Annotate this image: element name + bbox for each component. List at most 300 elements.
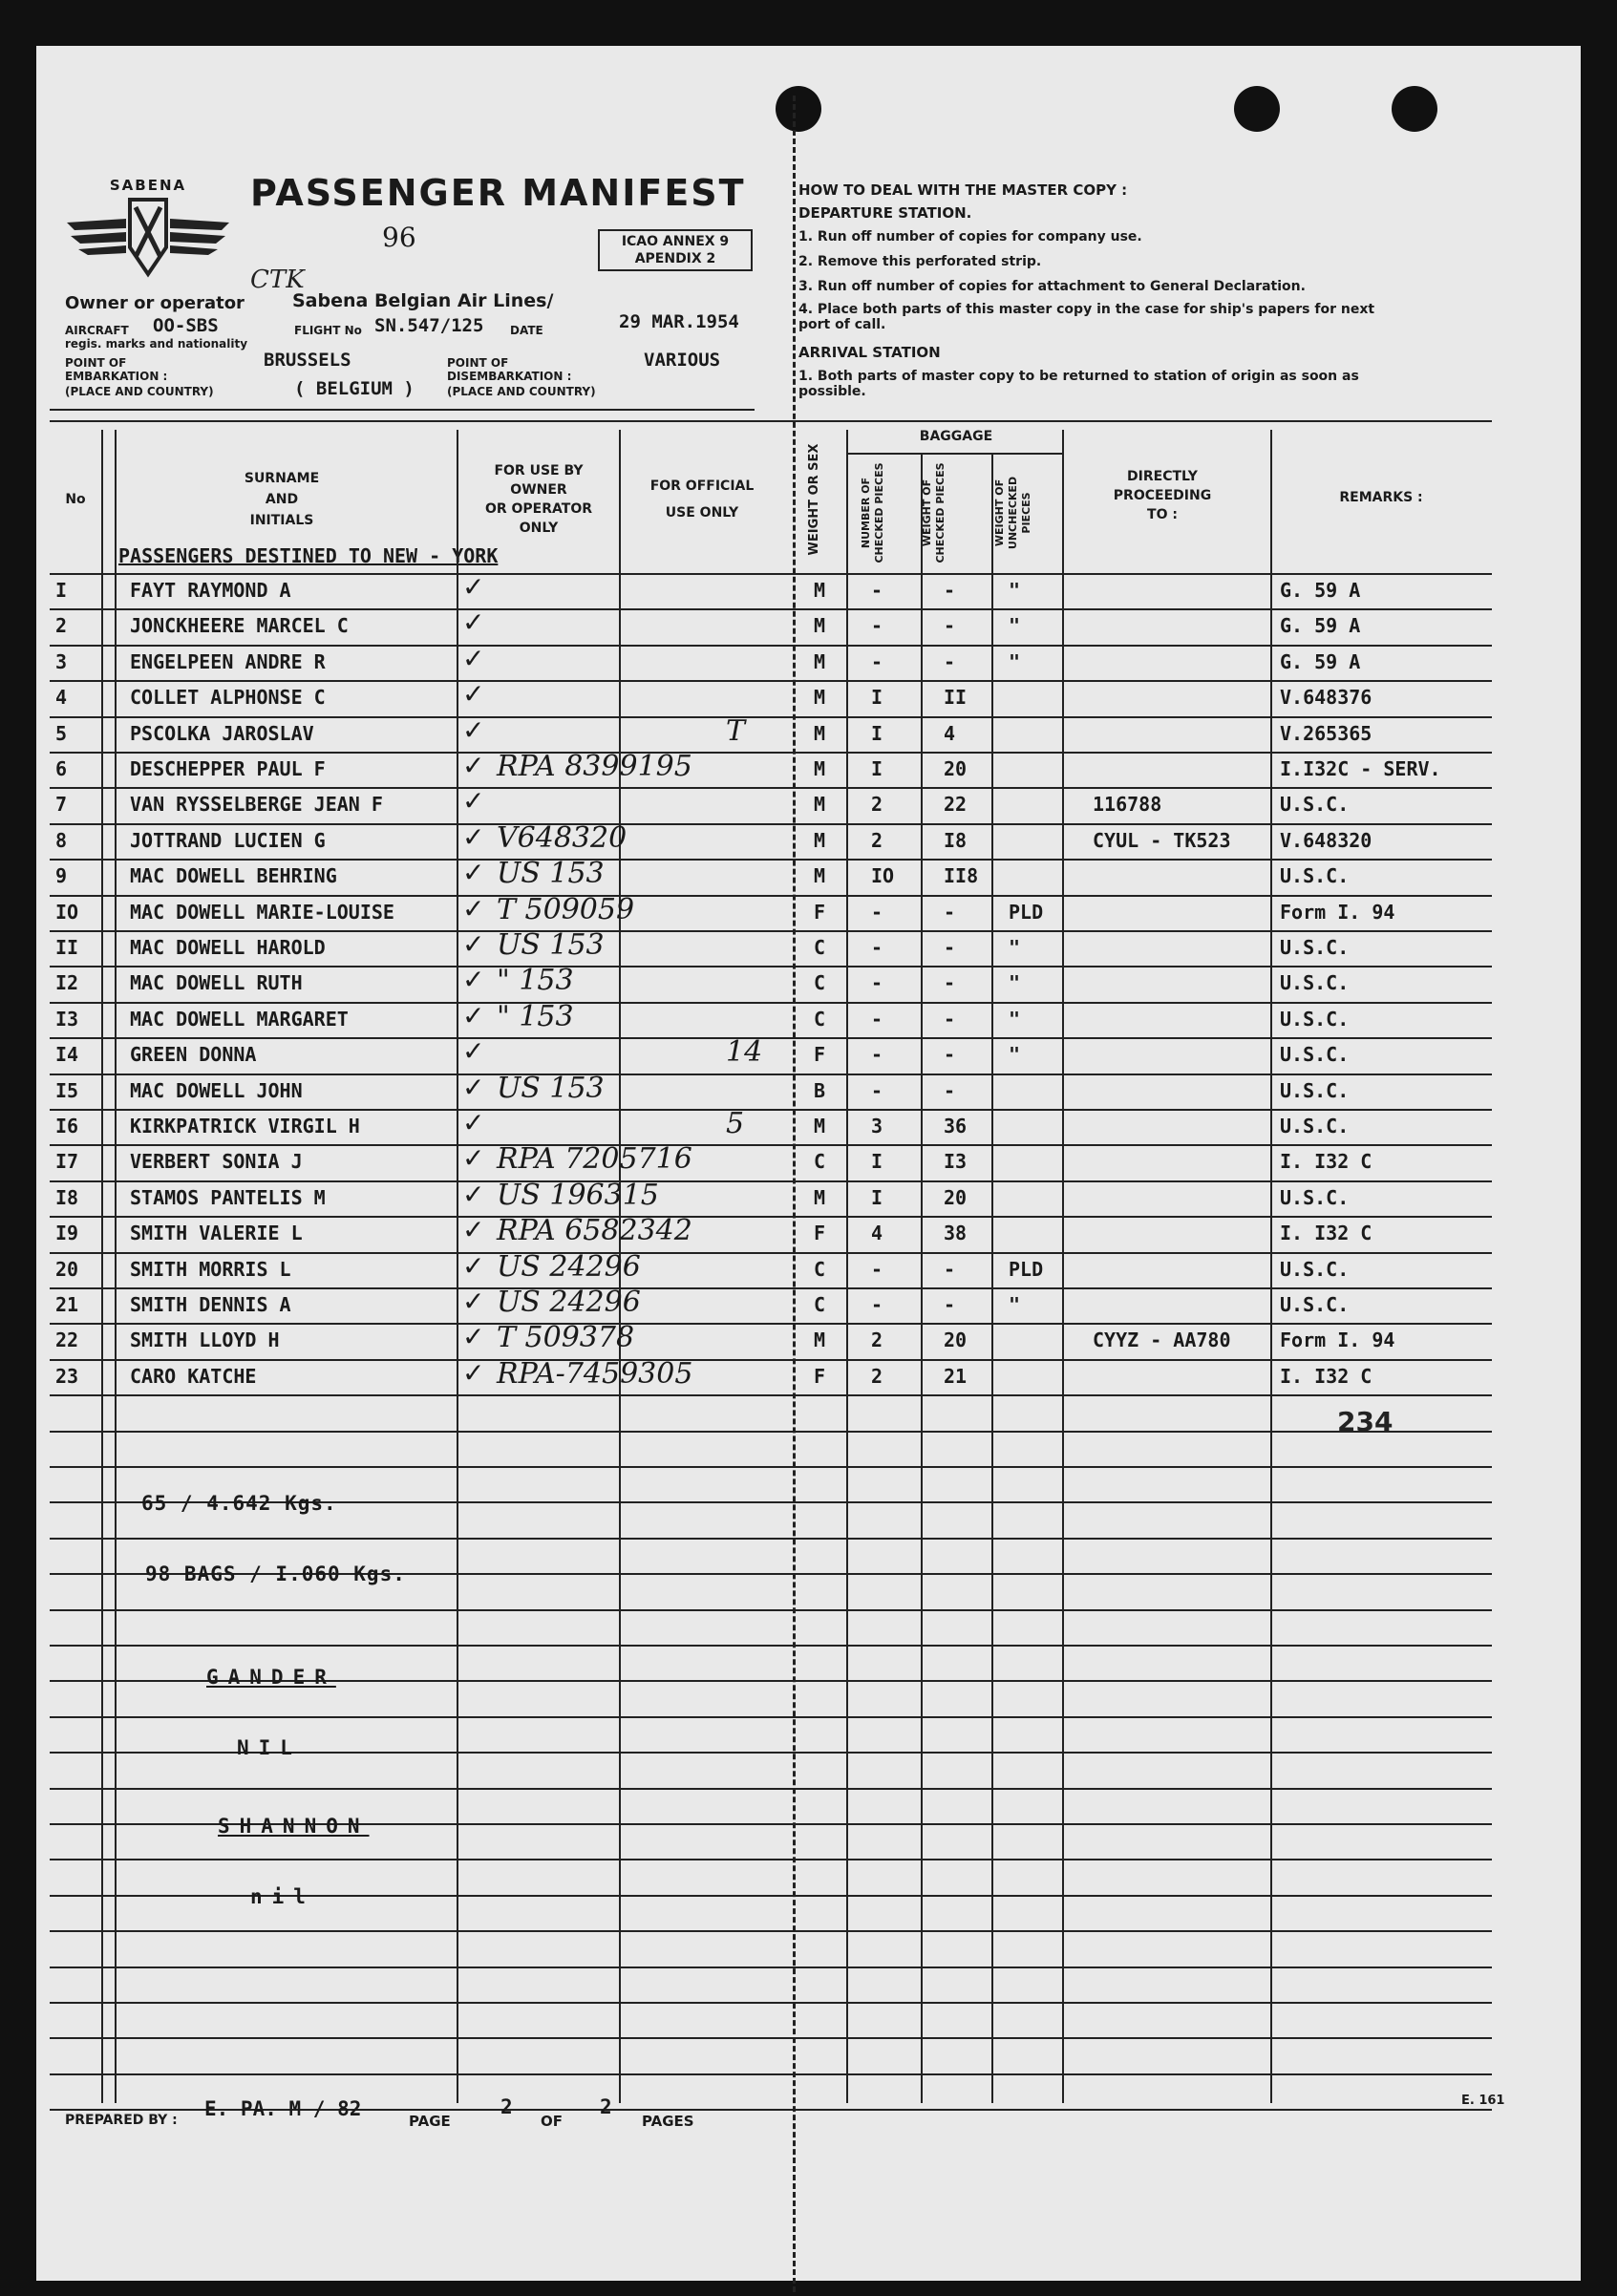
row-number: 8	[55, 828, 68, 852]
logo-text: SABENA	[109, 177, 187, 194]
row-rule	[50, 1252, 1492, 1254]
row-rule	[50, 1287, 1492, 1289]
row-rule	[50, 930, 1492, 932]
checked-weight: -	[944, 1078, 956, 1102]
passenger-name: VERBERT SONIA J	[130, 1150, 303, 1174]
remarks: G. 59 A	[1280, 649, 1361, 673]
check-mark-icon: ✓	[462, 785, 485, 818]
remarks: U.S.C.	[1280, 793, 1350, 817]
checked-weight: II8	[944, 864, 979, 888]
check-mark-icon: ✓	[462, 678, 485, 711]
col-no: No	[65, 492, 86, 507]
passenger-name: GREEN DONNA	[130, 1043, 257, 1067]
check-mark-icon: ✓	[462, 642, 485, 674]
row-rule	[50, 1966, 1492, 1968]
checked-weight: 20	[944, 757, 968, 780]
disembark-value: VARIOUS	[644, 350, 721, 371]
passenger-sex: C	[814, 1293, 826, 1316]
check-mark-icon: ✓	[462, 857, 485, 889]
proceeding-to: 116788	[1093, 793, 1162, 817]
passenger-total: 65 / 4.642 Kgs.	[141, 1492, 337, 1515]
checked-weight: -	[944, 1043, 956, 1067]
checked-pieces: -	[871, 1078, 883, 1102]
passenger-name: VAN RYSSELBERGE JEAN F	[130, 793, 383, 817]
checked-pieces: -	[871, 900, 883, 924]
checked-weight: 4	[944, 721, 956, 745]
row-number: I3	[55, 1007, 79, 1031]
regis-label: regis. marks and nationality	[65, 337, 248, 351]
passenger-sex: M	[814, 757, 826, 780]
proceeding-to: CYUL - TK523	[1093, 828, 1231, 852]
passenger-sex: M	[814, 721, 826, 745]
row-number: 7	[55, 793, 68, 817]
row-number: I7	[55, 1150, 79, 1174]
row-rule	[50, 787, 1492, 789]
passenger-sex: C	[814, 971, 826, 995]
passenger-sex: C	[814, 1007, 826, 1031]
checked-weight: I8	[944, 828, 968, 852]
row-number: 20	[55, 1257, 79, 1281]
unchecked-weight: "	[1009, 1007, 1021, 1031]
passenger-sex: F	[814, 1364, 826, 1388]
passenger-name: CARO KATCHE	[130, 1364, 257, 1388]
passport-number: US 196315	[497, 1178, 659, 1212]
flight-label: FLIGHT No	[294, 324, 362, 337]
row-rule	[50, 1109, 1492, 1111]
remarks: U.S.C.	[1280, 1115, 1350, 1137]
check-mark-icon: ✓	[462, 1107, 485, 1138]
pages-label: PAGES	[642, 2113, 694, 2130]
check-mark-icon: ✓	[462, 999, 485, 1031]
bags-total: 98 BAGS / I.060 Kgs.	[145, 1563, 406, 1585]
passport-number: US 24296	[497, 1249, 641, 1284]
row-rule	[50, 1538, 1492, 1540]
remarks: U.S.C.	[1280, 1257, 1350, 1281]
unchecked-weight: PLD	[1009, 900, 1044, 924]
passenger-sex: M	[814, 1115, 826, 1137]
owner-label: Owner or operator	[65, 293, 245, 313]
passenger-sex: C	[814, 1257, 826, 1281]
row-rule	[50, 895, 1492, 897]
checked-pieces: I	[871, 1185, 883, 1209]
shannon-label: SHANNON	[218, 1815, 370, 1838]
aircraft-label: AIRCRAFT	[65, 324, 129, 337]
col-official-2: USE ONLY	[665, 505, 739, 521]
proceeding-to: CYYZ - AA780	[1093, 1329, 1231, 1352]
row-number: I2	[55, 971, 79, 995]
remarks: U.S.C.	[1280, 1043, 1350, 1067]
passenger-sex: M	[814, 864, 826, 888]
unchecked-weight: "	[1009, 614, 1021, 638]
punch-hole-left	[776, 86, 821, 132]
check-mark-icon: ✓	[462, 1071, 485, 1103]
gander-label: GANDER	[206, 1666, 336, 1689]
owner-value: Sabena Belgian Air Lines/	[292, 290, 554, 311]
passenger-sex: B	[814, 1078, 826, 1102]
row-rule	[50, 573, 1492, 575]
departure-heading: DEPARTURE STATION.	[798, 204, 972, 222]
remarks: U.S.C.	[1280, 936, 1350, 959]
checked-weight: 38	[944, 1222, 968, 1245]
form-code: E. 161	[1461, 2094, 1505, 2108]
passenger-sex: M	[814, 1329, 826, 1352]
remarks: I. I32 C	[1280, 1364, 1372, 1388]
baggage-rule	[846, 453, 1062, 455]
passport-number: V648320	[497, 820, 628, 855]
row-rule	[50, 1466, 1492, 1468]
remarks: U.S.C.	[1280, 1185, 1350, 1209]
checked-pieces: IO	[871, 864, 895, 888]
col-directly-3: TO :	[1147, 507, 1178, 522]
page-title: PASSENGER MANIFEST	[250, 172, 746, 214]
checked-pieces: -	[871, 936, 883, 959]
row-rule	[50, 1930, 1492, 1932]
checked-weight: -	[944, 614, 956, 638]
passenger-sex: M	[814, 579, 826, 602]
check-mark-icon: ✓	[462, 1178, 485, 1210]
disembark-label-1: POINT OF	[447, 356, 509, 370]
col-owner-4: ONLY	[519, 521, 559, 536]
col-owner-2: OWNER	[510, 482, 567, 498]
unchecked-weight: "	[1009, 936, 1021, 959]
table-top-rule	[50, 420, 1492, 422]
row-number: 9	[55, 864, 68, 888]
passenger-sex: M	[814, 614, 826, 638]
checked-weight: -	[944, 1293, 956, 1316]
passenger-name: ENGELPEEN ANDRE R	[130, 649, 326, 673]
row-rule	[50, 1645, 1492, 1647]
checked-weight: 22	[944, 793, 968, 817]
checked-pieces: -	[871, 1007, 883, 1031]
col-owner-3: OR OPERATOR	[484, 501, 593, 517]
check-mark-icon: ✓	[462, 750, 485, 781]
remarks: G. 59 A	[1280, 579, 1361, 602]
winged-logo-icon	[67, 190, 229, 282]
passport-number: " 153	[497, 999, 574, 1033]
unchecked-weight: "	[1009, 649, 1021, 673]
unchecked-weight: "	[1009, 579, 1021, 602]
gander-value: NIL	[237, 1736, 302, 1759]
icao-box	[598, 229, 753, 271]
checked-weight: 20	[944, 1329, 968, 1352]
icao-line-1: ICAO ANNEX 9	[621, 234, 730, 249]
col-directly-1: DIRECTLY	[1127, 469, 1198, 484]
checked-pieces: I	[871, 721, 883, 745]
sabena-logo	[67, 177, 229, 282]
checked-weight: I3	[944, 1150, 968, 1174]
vrule-6	[921, 453, 923, 2103]
row-rule	[50, 859, 1492, 861]
checked-pieces: I	[871, 757, 883, 780]
arrival-heading: ARRIVAL STATION	[798, 344, 941, 361]
of-label: OF	[541, 2113, 563, 2130]
passenger-name: SMITH VALERIE L	[130, 1222, 303, 1245]
passport-number: RPA 7205716	[497, 1142, 692, 1177]
row-rule	[50, 1216, 1492, 1218]
passenger-sex: M	[814, 828, 826, 852]
check-mark-icon: ✓	[462, 892, 485, 925]
checked-weight: -	[944, 1007, 956, 1031]
col-weight-unchecked: WEIGHT OF UNCHECKED PIECES	[993, 476, 1032, 550]
row-rule	[50, 1144, 1492, 1146]
remarks: Form I. 94	[1280, 1329, 1395, 1352]
row-number: 6	[55, 757, 68, 780]
passport-number: 5	[726, 1107, 745, 1140]
check-mark-icon: ✓	[462, 606, 485, 639]
header-rule	[50, 409, 755, 411]
col-directly-2: PROCEEDING	[1113, 488, 1212, 503]
passenger-name: DESCHEPPER PAUL F	[130, 757, 326, 780]
instruction-3: 3. Run off number of copies for attachment to General Declaration.	[798, 279, 1306, 294]
flight-value: SN.547/125	[374, 315, 484, 336]
col-baggage: BAGGAGE	[919, 429, 993, 444]
check-mark-icon: ✓	[462, 820, 485, 853]
checked-pieces: 3	[871, 1115, 883, 1137]
embark-value-1: BRUSSELS	[264, 350, 351, 371]
date-label: DATE	[510, 324, 543, 337]
passport-number: RPA 8399195	[497, 750, 692, 783]
col-surname-3: INITIALS	[249, 513, 314, 528]
passenger-name: PSCOLKA JAROSLAV	[130, 721, 314, 745]
passenger-name: SMITH DENNIS A	[130, 1293, 291, 1316]
perforation-line	[793, 96, 796, 2292]
checked-pieces: 2	[871, 828, 883, 852]
page-value: 2	[500, 2095, 513, 2118]
unchecked-weight: "	[1009, 971, 1021, 995]
checked-weight: -	[944, 936, 956, 959]
checked-weight: 36	[944, 1115, 968, 1137]
remarks: I. I32 C	[1280, 1222, 1372, 1245]
check-mark-icon: ✓	[462, 964, 485, 996]
row-rule	[50, 716, 1492, 718]
row-number: 2	[55, 614, 68, 638]
row-rule	[50, 752, 1492, 754]
row-rule	[50, 1074, 1492, 1075]
passenger-name: FAYT RAYMOND A	[130, 579, 291, 602]
unchecked-weight: PLD	[1009, 1257, 1044, 1281]
section-heading: PASSENGERS DESTINED TO NEW - YORK	[118, 544, 499, 567]
check-mark-icon: ✓	[462, 928, 485, 960]
check-mark-icon: ✓	[462, 571, 485, 603]
embark-label-2: EMBARKATION :	[65, 370, 168, 383]
passport-number: T 509378	[497, 1321, 635, 1355]
embark-label-3: (PLACE AND COUNTRY)	[65, 385, 214, 398]
passport-number: RPA 6582342	[497, 1214, 692, 1248]
checked-weight: II	[944, 686, 968, 710]
passenger-name: SMITH LLOYD H	[130, 1329, 280, 1352]
row-number: I6	[55, 1115, 79, 1137]
checked-weight: -	[944, 900, 956, 924]
check-mark-icon: ✓	[462, 713, 485, 746]
passenger-name: JONCKHEERE MARCEL C	[130, 614, 349, 638]
col-owner-1: FOR USE BY	[494, 463, 584, 478]
passenger-sex: M	[814, 649, 826, 673]
checked-weight: -	[944, 649, 956, 673]
checked-pieces: -	[871, 1257, 883, 1281]
row-rule	[50, 1431, 1492, 1433]
row-rule	[50, 1609, 1492, 1611]
row-number: 4	[55, 686, 68, 710]
manifest-number: 96	[382, 222, 416, 253]
remarks: V.648320	[1280, 828, 1372, 852]
passenger-name: MAC DOWELL RUTH	[130, 971, 303, 995]
prepared-value: E. PA. M / 82	[204, 2097, 362, 2120]
check-mark-icon: ✓	[462, 1321, 485, 1353]
passenger-sex: M	[814, 1185, 826, 1209]
checked-pieces: -	[871, 1043, 883, 1067]
passenger-sex: M	[814, 686, 826, 710]
row-number: I9	[55, 1222, 79, 1245]
checked-pieces: 4	[871, 1222, 883, 1245]
passport-number: US 24296	[497, 1286, 641, 1319]
aircraft-value: OO-SBS	[153, 315, 219, 336]
embark-value-2: ( BELGIUM )	[294, 378, 415, 399]
instruction-4: 4. Place both parts of this master copy in the case for ship's papers for next port of call.	[798, 302, 1375, 332]
row-number: 5	[55, 721, 68, 745]
checked-weight: 20	[944, 1185, 968, 1209]
instructions-heading: HOW TO DEAL WITH THE MASTER COPY :	[798, 181, 1128, 199]
checked-pieces: -	[871, 971, 883, 995]
checked-pieces: -	[871, 614, 883, 638]
page-label: PAGE	[409, 2113, 451, 2130]
remarks: I. I32 C	[1280, 1150, 1372, 1174]
passenger-name: JOTTRAND LUCIEN G	[130, 828, 326, 852]
passenger-name: MAC DOWELL HAROLD	[130, 936, 326, 959]
check-mark-icon: ✓	[462, 1142, 485, 1175]
row-rule	[50, 823, 1492, 825]
checked-pieces: -	[871, 649, 883, 673]
row-number: I5	[55, 1078, 79, 1102]
embark-label-1: POINT OF	[65, 356, 127, 370]
passport-number: US 153	[497, 928, 605, 962]
remarks: G. 59 A	[1280, 614, 1361, 638]
checked-pieces: I	[871, 1150, 883, 1174]
col-num-checked: NUMBER OF CHECKED PIECES	[860, 462, 885, 563]
of-value: 2	[600, 2095, 612, 2118]
checked-pieces: -	[871, 579, 883, 602]
check-mark-icon: ✓	[462, 1356, 485, 1389]
shannon-value: nil	[250, 1885, 315, 1908]
passenger-name: MAC DOWELL JOHN	[130, 1078, 303, 1102]
remarks: U.S.C.	[1280, 1293, 1350, 1316]
prepared-label: PREPARED BY :	[65, 2113, 178, 2128]
check-mark-icon: ✓	[462, 1249, 485, 1282]
vrule-7	[991, 453, 993, 2103]
row-rule	[50, 1037, 1492, 1039]
col-surname-2: AND	[265, 492, 299, 507]
row-rule	[50, 1394, 1492, 1396]
passport-number: T	[726, 713, 746, 748]
passenger-name: COLLET ALPHONSE C	[130, 686, 326, 710]
col-remarks: REMARKS :	[1339, 490, 1423, 505]
passenger-sex: M	[814, 793, 826, 817]
col-weight-checked: WEIGHT OF CHECKED PIECES	[921, 462, 947, 563]
passport-number: T 509059	[497, 892, 635, 926]
passport-number: RPA-7459305	[497, 1356, 693, 1391]
remarks: U.S.C.	[1280, 1007, 1350, 1031]
punch-hole-middle	[1234, 86, 1280, 132]
row-number: 21	[55, 1293, 79, 1316]
row-number: 3	[55, 649, 68, 673]
instruction-1: 1. Run off number of copies for company use.	[798, 229, 1142, 244]
date-value: 29 MAR.1954	[619, 311, 739, 332]
remarks: U.S.C.	[1280, 971, 1350, 995]
row-number: 23	[55, 1364, 79, 1388]
passenger-sex: C	[814, 1150, 826, 1174]
checked-weight: -	[944, 971, 956, 995]
remarks-total: 234	[1337, 1406, 1394, 1437]
passport-number: US 153	[497, 1071, 605, 1105]
passenger-name: MAC DOWELL MARGARET	[130, 1007, 349, 1031]
row-number: II	[55, 936, 79, 959]
passenger-name: MAC DOWELL MARIE-LOUISE	[130, 900, 394, 924]
passenger-name: STAMOS PANTELIS M	[130, 1185, 326, 1209]
checked-weight: -	[944, 1257, 956, 1281]
col-surname-1: SURNAME	[244, 471, 320, 486]
checked-pieces: 2	[871, 793, 883, 817]
checked-weight: 21	[944, 1364, 968, 1388]
row-rule	[50, 680, 1492, 682]
checked-weight: -	[944, 579, 956, 602]
icao-line-2: APENDIX 2	[634, 251, 716, 266]
col-official-1: FOR OFFICIAL	[649, 478, 755, 494]
owner-note: CTK	[250, 266, 305, 294]
passenger-name: SMITH MORRIS L	[130, 1257, 291, 1281]
passenger-sex: F	[814, 1222, 826, 1245]
instruction-2: 2. Remove this perforated strip.	[798, 254, 1042, 269]
row-rule	[50, 1323, 1492, 1325]
passenger-name: KIRKPATRICK VIRGIL H	[130, 1115, 360, 1137]
check-mark-icon: ✓	[462, 1214, 485, 1246]
check-mark-icon: ✓	[462, 1286, 485, 1317]
passenger-sex: F	[814, 900, 826, 924]
row-rule	[50, 2073, 1492, 2075]
row-rule	[50, 1359, 1492, 1361]
row-rule	[50, 1716, 1492, 1718]
checked-pieces: 2	[871, 1364, 883, 1388]
row-rule	[50, 1180, 1492, 1182]
remarks: U.S.C.	[1280, 1078, 1350, 1102]
row-number: IO	[55, 900, 79, 924]
remarks: V.648376	[1280, 686, 1372, 710]
row-number: I4	[55, 1043, 79, 1067]
disembark-label-3: (PLACE AND COUNTRY)	[447, 385, 596, 398]
arrival-instruction: 1. Both parts of master copy to be returned to station of origin as soon as possible.	[798, 369, 1359, 399]
check-mark-icon: ✓	[462, 1035, 485, 1068]
disembark-label-2: DISEMBARKATION :	[447, 370, 572, 383]
remarks: I.I32C - SERV.	[1280, 757, 1441, 780]
col-weight-sex: WEIGHT OR SEX	[807, 443, 821, 556]
row-rule	[50, 1859, 1492, 1860]
row-rule	[50, 608, 1492, 610]
row-rule	[50, 1788, 1492, 1790]
row-rule	[50, 2002, 1492, 2004]
checked-pieces: I	[871, 686, 883, 710]
row-rule	[50, 1002, 1492, 1004]
row-rule	[50, 966, 1492, 967]
remarks: Form I. 94	[1280, 900, 1395, 924]
unchecked-weight: "	[1009, 1043, 1021, 1067]
unchecked-weight: "	[1009, 1293, 1021, 1316]
row-rule	[50, 645, 1492, 647]
checked-pieces: -	[871, 1293, 883, 1316]
punch-hole-right	[1392, 86, 1437, 132]
passenger-sex: C	[814, 936, 826, 959]
remarks: V.265365	[1280, 721, 1372, 745]
remarks: U.S.C.	[1280, 864, 1350, 888]
row-number: I	[55, 579, 68, 602]
passport-number: US 153	[497, 857, 605, 891]
